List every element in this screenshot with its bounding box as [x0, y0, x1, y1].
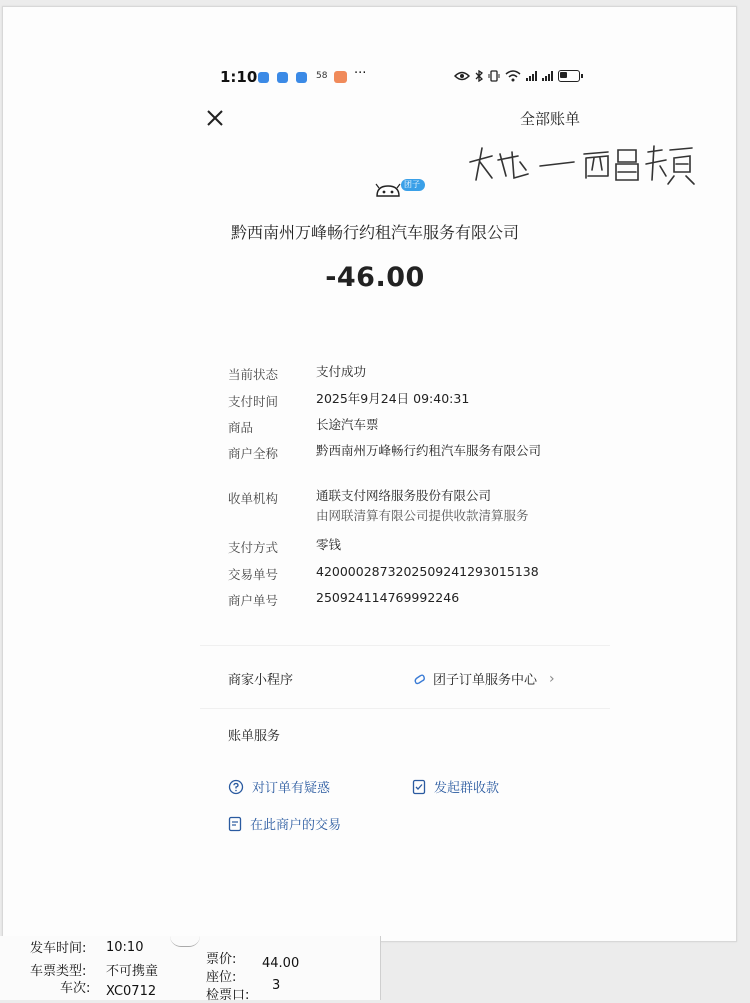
app-notification-icon — [277, 72, 288, 83]
chevron-right-icon: › — [549, 670, 555, 687]
ticket-train-value: XC0712 — [106, 984, 157, 999]
detail-label: 收单机构 — [228, 491, 279, 506]
order-question-label: 对订单有疑惑 — [252, 781, 331, 796]
signal-icon — [526, 71, 537, 81]
close-icon[interactable] — [203, 106, 227, 130]
merchant-logo-text: 团子 — [404, 180, 420, 189]
detail-value: 4200002873202509241293015138 — [316, 564, 539, 579]
merchant-logo — [373, 176, 429, 200]
signal-icon — [542, 71, 553, 81]
detail-label: 商品 — [228, 420, 254, 435]
document-list-icon — [228, 816, 242, 832]
detail-value: 250924114769992246 — [316, 590, 460, 605]
wifi-icon — [505, 70, 521, 82]
ticket-depart-label: 发车时间: — [30, 941, 87, 956]
divider — [200, 708, 610, 709]
ticket-smudge — [170, 936, 200, 947]
app-notification-icon — [258, 72, 269, 83]
detail-label: 当前状态 — [228, 367, 279, 382]
detail-value: 黔西南州万峰畅行约租汽车服务有限公司 — [316, 443, 542, 458]
detail-value: 长途汽车票 — [316, 417, 379, 432]
app-badge: 58 — [316, 71, 328, 81]
ticket-train-label: 车次: — [60, 981, 91, 996]
document-check-icon — [412, 779, 426, 795]
payment-amount: -46.00 — [325, 262, 425, 293]
mini-program-label: 商家小程序 — [228, 673, 294, 688]
detail-label: 交易单号 — [228, 567, 279, 582]
bluetooth-icon — [475, 70, 483, 82]
mini-program-icon — [413, 672, 427, 686]
detail-subtext: 由网联清算有限公司提供收款清算服务 — [316, 508, 529, 523]
divider — [200, 645, 610, 646]
ticket-gate-label: 检票口: — [206, 988, 250, 1003]
status-time: 1:10 — [220, 68, 258, 86]
bus-ticket-stub — [0, 936, 381, 1003]
merchant-transactions-label: 在此商户的交易 — [250, 818, 342, 833]
detail-value: 零钱 — [316, 537, 342, 552]
detail-value-group — [316, 486, 576, 526]
detail-label: 支付时间 — [228, 394, 279, 409]
detail-label: 商户全称 — [228, 446, 279, 461]
app-notification-icon — [296, 72, 307, 83]
battery-icon — [558, 70, 580, 82]
detail-label: 支付方式 — [228, 540, 279, 555]
question-icon — [228, 779, 244, 795]
detail-value: 2025年9月24日 09:40:31 — [316, 391, 470, 406]
ticket-seat-value: 3 — [272, 978, 281, 993]
all-bills-link[interactable]: 全部账单 — [520, 110, 581, 128]
order-question-button[interactable] — [228, 777, 330, 796]
detail-value: 支付成功 — [316, 364, 367, 379]
merchant-logo-icon — [373, 176, 429, 200]
group-collect-label: 发起群收款 — [434, 781, 500, 796]
eye-icon — [454, 71, 470, 81]
ticket-price-value: 44.00 — [262, 956, 300, 971]
mini-program-link[interactable] — [413, 669, 555, 688]
merchant-transactions-button[interactable] — [228, 814, 341, 833]
detail-value: 通联支付网络服务股份有限公司 — [316, 488, 492, 503]
mini-program-link-label: 团子订单服务中心 — [433, 673, 538, 688]
ticket-price-label: 票价: — [206, 952, 237, 967]
ticket-depart-value: 10:10 — [106, 940, 144, 955]
vibrate-icon — [488, 70, 500, 82]
app-notification-icon — [334, 71, 347, 83]
ticket-type-label: 车票类型: — [30, 964, 87, 979]
detail-label: 商户单号 — [228, 593, 279, 608]
group-collect-button[interactable] — [412, 777, 499, 796]
status-bar — [220, 68, 580, 88]
system-icons — [454, 70, 580, 82]
bill-services-label: 账单服务 — [228, 729, 281, 744]
more-notifications-icon: ··· — [354, 66, 367, 81]
ticket-seat-label: 座位: — [206, 970, 237, 985]
merchant-name: 黔西南州万峰畅行约租汽车服务有限公司 — [230, 223, 519, 242]
handwritten-note — [462, 140, 702, 190]
ticket-type-value: 不可携童 — [106, 964, 159, 979]
